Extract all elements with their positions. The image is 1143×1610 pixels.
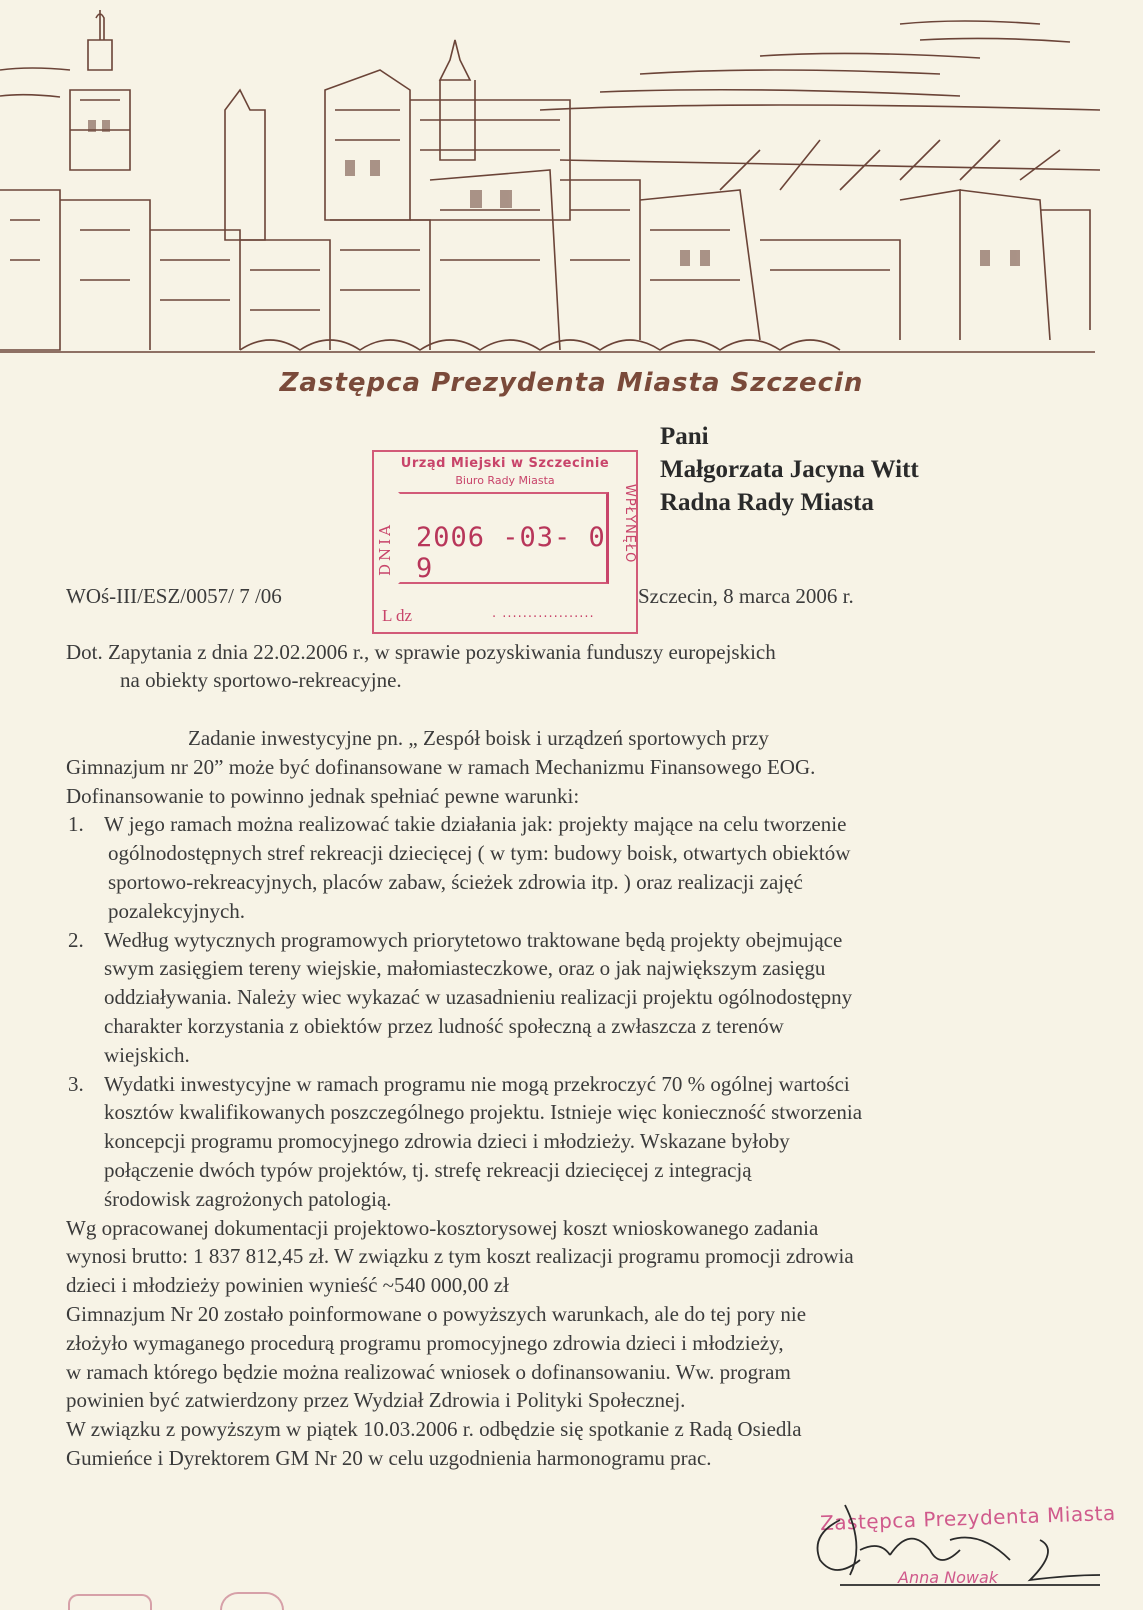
list-item-line: W jego ramach można realizować takie działania jak: projekty mające na celu tworzenie (104, 812, 847, 837)
letter-body (66, 724, 1076, 1473)
list-item-2 (66, 926, 1076, 1070)
list-item-line: Według wytycznych programowych priorytetowo traktowane będą projekty obejmujące (104, 927, 843, 952)
stamp-date: 2006 -03- 0 9 (416, 522, 606, 584)
closing-line: Gumieńce i Dyrektorem GM Nr 20 w celu uzgodnienia harmonogramu prac. (66, 1445, 712, 1470)
list-item-line: Wydatki inwestycyjne w ramach programu nie mogą przekroczyć 70 % ogólnej wartości (104, 1071, 850, 1096)
list-item-line: koncepcji programu promocyjnego zdrowia dzieci i młodzieży. Wskazane byłoby (104, 1129, 790, 1154)
received-stamp (372, 450, 638, 634)
subject-line-2: na obiekty sportowo-rekreacyjne. (120, 668, 402, 692)
stamp-received-label: WPŁYNĘŁO (622, 484, 637, 564)
closing-line: dzieci i młodzieży powinien wynieść ~540 000,00 zł (66, 1273, 509, 1298)
subject-line-1: Dot. Zapytania z dnia 22.02.2006 r., w sprawie pozyskiwania funduszy europejskich (66, 640, 776, 664)
list-item-line: swym zasięgiem tereny wiejskie, małomiasteczkowe, oraz o jak największym zasięgu (104, 956, 826, 981)
city-skyline-illustration (0, 0, 1143, 365)
closing-line: Gimnazjum Nr 20 zostało poinformowane o powyższych warunkach, ale do tej pory nie (66, 1301, 807, 1326)
masthead-title: Zastępca Prezydenta Miasta Szczecin (279, 368, 864, 398)
footer-seal-left (68, 1594, 152, 1610)
closing-line: wynosi brutto: 1 837 812,45 zł. W związku z tym koszt realizacji programu promocji zdrowia (66, 1244, 854, 1269)
recipient-name: Małgorzata Jacyna Witt (660, 456, 919, 483)
recipient-salutation: Pani (660, 423, 709, 450)
subject (66, 638, 776, 694)
intro-line-3: Dofinansowanie to powinno jednak spełniać pewne warunki: (66, 783, 580, 808)
intro-line-1: Zadanie inwestycyjne pn. „ Zespół boisk i urządzeń sportowych przy (188, 726, 769, 750)
closing-line: złożyło wymaganego procedurą programu promocyjnego zdrowia dzieci i młodzieży, (66, 1330, 784, 1355)
footer-seal-mid (220, 1592, 284, 1610)
list-item-line: pozalekcyjnych. (108, 898, 246, 923)
intro-line-2: Gimnazjum nr 20” może być dofinansowane w ramach Mechanizmu Finansowego EOG. (66, 754, 816, 779)
list-item-number: 1. (68, 812, 84, 837)
signature-stamp-name: Anna Nowak (898, 1568, 999, 1587)
list-item-line: charakter korzystania z obiektów przez ludność społeczną a zwłaszcza z terenów (104, 1013, 784, 1038)
list-item-1 (66, 810, 1076, 925)
list-item-3 (66, 1070, 1076, 1214)
list-item-line: połączenie dwóch typów projektów, tj. strefę rekreacji dziecięcej z integracją (104, 1157, 752, 1182)
stamp-ldz-dots: . .................. (492, 606, 595, 621)
list-item-number: 2. (68, 927, 84, 952)
closing-line: w ramach którego będzie można realizować wniosek o dofinansowaniu. Ww. program (66, 1359, 791, 1384)
closing-line: W związku z powyższym w piątek 10.03.2006 r. odbędzie się spotkanie z Radą Osiedla (66, 1417, 802, 1442)
signature-stamp-title: Zastępca Prezydenta Miasta (819, 1500, 1117, 1536)
list-item-line: kosztów kwalifikowanych poszczególnego projektu. Istnieje więc konieczność stworzenia (104, 1100, 863, 1125)
place-date: Szczecin, 8 marca 2006 r. (638, 584, 854, 608)
reference-number: WOś-III/ESZ/0057/ 7 /06 (66, 584, 282, 608)
list-item-line: środowisk zagrożonych patologią. (104, 1186, 392, 1211)
handwritten-signature (800, 1500, 1100, 1595)
stamp-dnia-label: DNIA (376, 522, 394, 576)
list-item-line: ogólnodostępnych stref rekreacji dziecięcej ( w tym: budowy boisk, otwartych obiektów (108, 841, 851, 866)
stamp-office: Urząd Miejski w Szczecinie (400, 456, 610, 471)
list-item-number: 3. (68, 1071, 84, 1096)
list-item-line: wiejskich. (104, 1042, 190, 1067)
closing-line: Wg opracowanej dokumentacji projektowo-kosztorysowej koszt wnioskowanego zadania (66, 1215, 819, 1240)
stamp-department: Biuro Rady Miasta (455, 474, 555, 487)
closing-line: powinien być zatwierdzony przez Wydział Zdrowia i Polityki Społecznej. (66, 1388, 686, 1413)
recipient-role: Radna Rady Miasta (660, 489, 874, 516)
list-item-line: oddziaływania. Należy wiec wykazać w uzasadnieniu realizacji projektu ogólnodostępny (104, 985, 853, 1010)
recipient-block (660, 420, 919, 519)
stamp-ldz-label: L dz (382, 606, 413, 625)
list-item-line: sportowo-rekreacyjnych, placów zabaw, ścieżek zdrowia itp. ) oraz realizacji zajęć (108, 869, 803, 894)
